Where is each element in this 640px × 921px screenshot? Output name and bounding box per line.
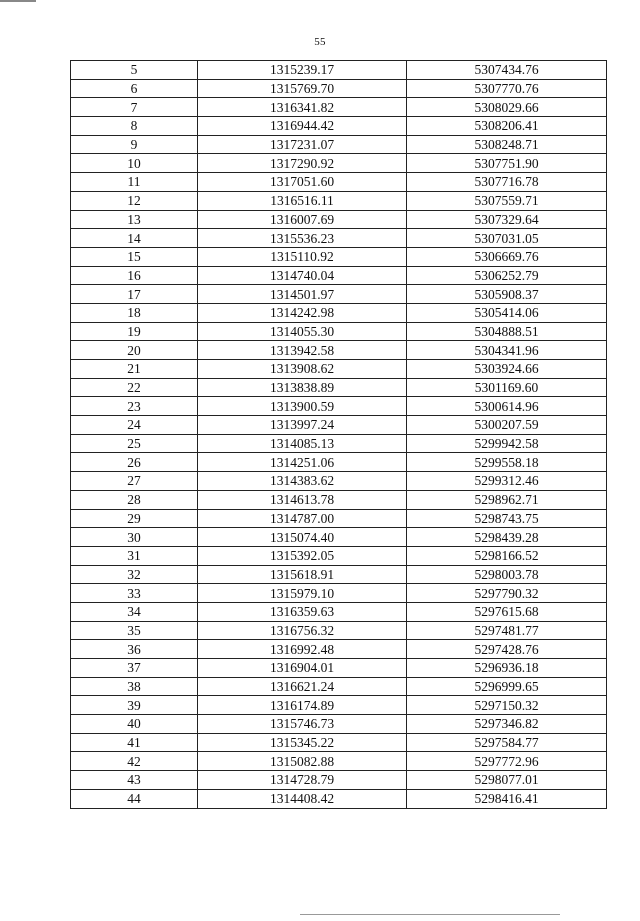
y-coordinate-cell: 5297346.82	[407, 715, 607, 734]
table-row	[71, 659, 607, 678]
y-coordinate-cell: 5308029.66	[407, 98, 607, 117]
y-coordinate-cell: 5296936.18	[407, 659, 607, 678]
table-row	[71, 135, 607, 154]
y-coordinate-cell: 5298416.41	[407, 789, 607, 808]
x-coordinate-cell: 1316944.42	[198, 117, 407, 136]
point-number-cell: 34	[71, 602, 198, 621]
y-coordinate-cell: 5298962.71	[407, 490, 607, 509]
x-coordinate-cell: 1317290.92	[198, 154, 407, 173]
x-coordinate-cell: 1316756.32	[198, 621, 407, 640]
point-number-cell: 6	[71, 79, 198, 98]
x-coordinate-cell: 1315769.70	[198, 79, 407, 98]
table-row	[71, 472, 607, 491]
y-coordinate-cell: 5304341.96	[407, 341, 607, 360]
table-row	[71, 528, 607, 547]
point-number-cell: 17	[71, 285, 198, 304]
x-coordinate-cell: 1313942.58	[198, 341, 407, 360]
table-row	[71, 61, 607, 80]
y-coordinate-cell: 5297584.77	[407, 733, 607, 752]
x-coordinate-cell: 1315979.10	[198, 584, 407, 603]
point-number-cell: 30	[71, 528, 198, 547]
table-row	[71, 490, 607, 509]
table-row	[71, 229, 607, 248]
x-coordinate-cell: 1317231.07	[198, 135, 407, 154]
point-number-cell: 18	[71, 303, 198, 322]
x-coordinate-cell: 1315392.05	[198, 546, 407, 565]
x-coordinate-cell: 1316174.89	[198, 696, 407, 715]
point-number-cell: 41	[71, 733, 198, 752]
x-coordinate-cell: 1314787.00	[198, 509, 407, 528]
table-row	[71, 303, 607, 322]
table-row	[71, 322, 607, 341]
table-row	[71, 285, 607, 304]
table-row	[71, 98, 607, 117]
x-coordinate-cell: 1314728.79	[198, 771, 407, 790]
table-row	[71, 715, 607, 734]
point-number-cell: 26	[71, 453, 198, 472]
table-row	[71, 546, 607, 565]
x-coordinate-cell: 1315074.40	[198, 528, 407, 547]
point-number-cell: 32	[71, 565, 198, 584]
y-coordinate-cell: 5305414.06	[407, 303, 607, 322]
x-coordinate-cell: 1313838.89	[198, 378, 407, 397]
table-row	[71, 640, 607, 659]
x-coordinate-cell: 1316341.82	[198, 98, 407, 117]
table-row	[71, 247, 607, 266]
x-coordinate-cell: 1314085.13	[198, 434, 407, 453]
table-row	[71, 509, 607, 528]
table-row	[71, 621, 607, 640]
point-number-cell: 22	[71, 378, 198, 397]
x-coordinate-cell: 1317051.60	[198, 173, 407, 192]
x-coordinate-cell: 1313900.59	[198, 397, 407, 416]
point-number-cell: 7	[71, 98, 198, 117]
x-coordinate-cell: 1315345.22	[198, 733, 407, 752]
y-coordinate-cell: 5307559.71	[407, 191, 607, 210]
x-coordinate-cell: 1316621.24	[198, 677, 407, 696]
table-row	[71, 789, 607, 808]
point-number-cell: 43	[71, 771, 198, 790]
x-coordinate-cell: 1314242.98	[198, 303, 407, 322]
y-coordinate-cell: 5306669.76	[407, 247, 607, 266]
table-row	[71, 397, 607, 416]
table-row	[71, 173, 607, 192]
x-coordinate-cell: 1315746.73	[198, 715, 407, 734]
table-row	[71, 210, 607, 229]
table-row	[71, 154, 607, 173]
y-coordinate-cell: 5303924.66	[407, 360, 607, 379]
coordinates-table-body	[71, 61, 607, 809]
table-row	[71, 416, 607, 435]
table-row	[71, 771, 607, 790]
table-row	[71, 565, 607, 584]
y-coordinate-cell: 5300207.59	[407, 416, 607, 435]
x-coordinate-cell: 1316992.48	[198, 640, 407, 659]
point-number-cell: 21	[71, 360, 198, 379]
point-number-cell: 31	[71, 546, 198, 565]
y-coordinate-cell: 5296999.65	[407, 677, 607, 696]
point-number-cell: 24	[71, 416, 198, 435]
table-row	[71, 733, 607, 752]
point-number-cell: 38	[71, 677, 198, 696]
y-coordinate-cell: 5297615.68	[407, 602, 607, 621]
x-coordinate-cell: 1315536.23	[198, 229, 407, 248]
point-number-cell: 10	[71, 154, 198, 173]
y-coordinate-cell: 5307770.76	[407, 79, 607, 98]
y-coordinate-cell: 5305908.37	[407, 285, 607, 304]
y-coordinate-cell: 5308206.41	[407, 117, 607, 136]
y-coordinate-cell: 5307751.90	[407, 154, 607, 173]
table-row	[71, 79, 607, 98]
point-number-cell: 39	[71, 696, 198, 715]
y-coordinate-cell: 5298003.78	[407, 565, 607, 584]
point-number-cell: 28	[71, 490, 198, 509]
x-coordinate-cell: 1316359.63	[198, 602, 407, 621]
y-coordinate-cell: 5297428.76	[407, 640, 607, 659]
point-number-cell: 9	[71, 135, 198, 154]
y-coordinate-cell: 5301169.60	[407, 378, 607, 397]
y-coordinate-cell: 5300614.96	[407, 397, 607, 416]
point-number-cell: 29	[71, 509, 198, 528]
y-coordinate-cell: 5307716.78	[407, 173, 607, 192]
point-number-cell: 27	[71, 472, 198, 491]
x-coordinate-cell: 1314251.06	[198, 453, 407, 472]
y-coordinate-cell: 5298439.28	[407, 528, 607, 547]
table-row	[71, 602, 607, 621]
point-number-cell: 13	[71, 210, 198, 229]
x-coordinate-cell: 1314408.42	[198, 789, 407, 808]
y-coordinate-cell: 5307031.05	[407, 229, 607, 248]
point-number-cell: 16	[71, 266, 198, 285]
y-coordinate-cell: 5299942.58	[407, 434, 607, 453]
y-coordinate-cell: 5297150.32	[407, 696, 607, 715]
x-coordinate-cell: 1315110.92	[198, 247, 407, 266]
y-coordinate-cell: 5297481.77	[407, 621, 607, 640]
table-row	[71, 752, 607, 771]
x-coordinate-cell: 1314055.30	[198, 322, 407, 341]
point-number-cell: 33	[71, 584, 198, 603]
x-coordinate-cell: 1315239.17	[198, 61, 407, 80]
point-number-cell: 12	[71, 191, 198, 210]
table-row	[71, 191, 607, 210]
table-row	[71, 696, 607, 715]
point-number-cell: 5	[71, 61, 198, 80]
x-coordinate-cell: 1314613.78	[198, 490, 407, 509]
page-number: 55	[314, 36, 326, 48]
table-row	[71, 453, 607, 472]
y-coordinate-cell: 5299312.46	[407, 472, 607, 491]
point-number-cell: 36	[71, 640, 198, 659]
point-number-cell: 44	[71, 789, 198, 808]
y-coordinate-cell: 5307434.76	[407, 61, 607, 80]
table-row	[71, 117, 607, 136]
table-row	[71, 584, 607, 603]
y-coordinate-cell: 5297790.32	[407, 584, 607, 603]
point-number-cell: 14	[71, 229, 198, 248]
y-coordinate-cell: 5297772.96	[407, 752, 607, 771]
point-number-cell: 11	[71, 173, 198, 192]
y-coordinate-cell: 5298166.52	[407, 546, 607, 565]
y-coordinate-cell: 5299558.18	[407, 453, 607, 472]
y-coordinate-cell: 5298743.75	[407, 509, 607, 528]
point-number-cell: 35	[71, 621, 198, 640]
x-coordinate-cell: 1315082.88	[198, 752, 407, 771]
point-number-cell: 20	[71, 341, 198, 360]
point-number-cell: 25	[71, 434, 198, 453]
table-row	[71, 677, 607, 696]
coordinates-table	[70, 60, 607, 809]
table-row	[71, 341, 607, 360]
y-coordinate-cell: 5304888.51	[407, 322, 607, 341]
y-coordinate-cell: 5308248.71	[407, 135, 607, 154]
x-coordinate-cell: 1313997.24	[198, 416, 407, 435]
x-coordinate-cell: 1315618.91	[198, 565, 407, 584]
scan-edge-line	[300, 914, 560, 915]
point-number-cell: 23	[71, 397, 198, 416]
point-number-cell: 42	[71, 752, 198, 771]
x-coordinate-cell: 1314501.97	[198, 285, 407, 304]
x-coordinate-cell: 1316007.69	[198, 210, 407, 229]
x-coordinate-cell: 1313908.62	[198, 360, 407, 379]
table-row	[71, 266, 607, 285]
table-row	[71, 360, 607, 379]
y-coordinate-cell: 5306252.79	[407, 266, 607, 285]
y-coordinate-cell: 5298077.01	[407, 771, 607, 790]
point-number-cell: 8	[71, 117, 198, 136]
point-number-cell: 15	[71, 247, 198, 266]
x-coordinate-cell: 1314383.62	[198, 472, 407, 491]
point-number-cell: 37	[71, 659, 198, 678]
point-number-cell: 40	[71, 715, 198, 734]
x-coordinate-cell: 1316904.01	[198, 659, 407, 678]
scan-edge-mark	[0, 0, 36, 2]
y-coordinate-cell: 5307329.64	[407, 210, 607, 229]
table-row	[71, 434, 607, 453]
x-coordinate-cell: 1316516.11	[198, 191, 407, 210]
point-number-cell: 19	[71, 322, 198, 341]
x-coordinate-cell: 1314740.04	[198, 266, 407, 285]
table-row	[71, 378, 607, 397]
